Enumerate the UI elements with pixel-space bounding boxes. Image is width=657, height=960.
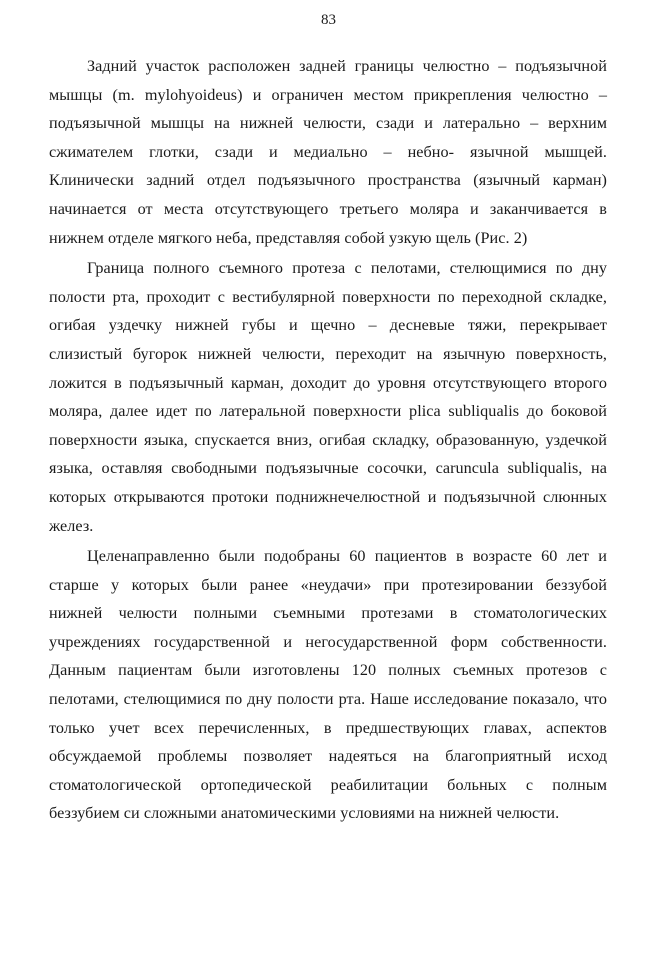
text-line: беззубием си сложными анатомическими условиями на нижней челюсти. (49, 804, 560, 823)
text-line: огибая уздечку нижней губы и щечно – десневые тяжи, перекрывает (49, 316, 607, 335)
text-line: Граница полного съемного протеза с пелотами, стелющимися по дну (87, 259, 607, 278)
text-line: сжимателем глотки, сзади и медиально – небно- язычной мышцей. (49, 142, 607, 161)
document-body (49, 52, 607, 828)
text-line: слизистый бугорок нижней челюсти, переходит на язычную поверхность, (49, 344, 607, 363)
text-line: которых открываются протоки поднижнечелюстной и подъязычной слюнных (49, 487, 607, 506)
text-line: обсуждаемой проблемы позволяет надеяться на благоприятный исход (49, 747, 607, 766)
text-line: Задний участок расположен задней границы челюстно – подъязычной (87, 57, 607, 75)
paragraph-patient-study (49, 542, 607, 828)
text-line: нижнем отделе мягкого неба, представляя собой узкую щель (Рис. 2) (49, 228, 528, 247)
page-number: 83 (321, 12, 336, 28)
text-line: желез. (49, 516, 94, 535)
text-line: моляра, далее идет по латеральной поверхности plica subliqualis до боковой (49, 402, 607, 421)
text-line: начинается от места отсутствующего третьего моляра и заканчивается в (49, 199, 607, 218)
text-line: нижней челюсти полными съемными протезами в стоматологических (49, 604, 607, 623)
text-line: Клинически задний отдел подъязычного пространства (язычный карман) (49, 171, 607, 190)
text-line: учреждениях государственной и негосударственной форм собственности. (49, 632, 607, 651)
text-line: старше у которых были ранее «неудачи» при протезировании беззубой (49, 575, 607, 594)
text-line: Целенаправленно были подобраны 60 пациентов в возрасте 60 лет и (87, 547, 607, 566)
paragraph-posterior-section (49, 52, 607, 252)
text-line: поверхности языка, спускается вниз, огибая складку, образованную, уздечкой (49, 430, 607, 449)
text-line: подъязычной мышцы на нижней челюсти, сзади и латерально – верхним (49, 114, 607, 133)
text-line: полости рта, проходит с вестибулярной поверхности по переходной складке, (49, 287, 607, 306)
paragraph-denture-border (49, 254, 607, 540)
text-line: языка, оставляя свободными подъязычные сосочки, caruncula subliqualis, на (49, 459, 607, 478)
text-line: пелотами, стелющимися по дну полости рта. Наше исследование показало, что (49, 690, 607, 709)
text-line: ложится в подъязычный карман, доходит до уровня отсутствующего второго (49, 373, 607, 392)
text-line: мышцы (m. mylohyoideus) и ограничен местом прикрепления челюстно – (49, 85, 607, 104)
text-line: стоматологической ортопедической реабилитации больных с полным (49, 775, 607, 794)
text-line: только учет всех перечисленных, в предшествующих главах, аспектов (49, 718, 607, 737)
text-line: Данным пациентам были изготовлены 120 полных съемных протезов с (49, 661, 607, 680)
